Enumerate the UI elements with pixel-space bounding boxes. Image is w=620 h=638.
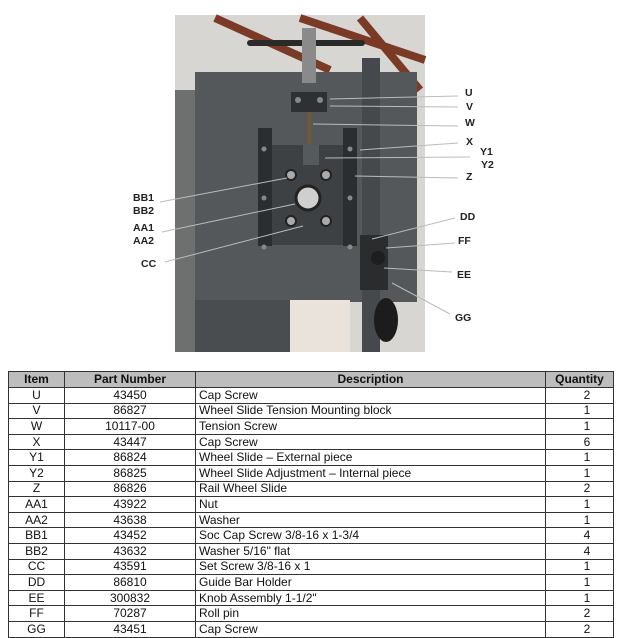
table-row: [9, 497, 614, 513]
cell-part: 300832: [65, 590, 196, 606]
cell-desc: Wheel Slide Adjustment – Internal piece: [196, 465, 546, 481]
cell-desc: Set Screw 3/8-16 x 1: [196, 559, 546, 575]
cell-desc: Soc Cap Screw 3/8-16 x 1-3/4: [196, 528, 546, 544]
cell-part: 86810: [65, 575, 196, 591]
tension-screw: [307, 112, 311, 144]
cell-desc: Washer: [196, 512, 546, 528]
cell-desc: Tension Screw: [196, 419, 546, 435]
table-row: [9, 419, 614, 435]
cell-desc: Wheel Slide – External piece: [196, 450, 546, 466]
cell-part: 86827: [65, 403, 196, 419]
cell-qty: 2: [546, 606, 614, 622]
cell-desc: Rail Wheel Slide: [196, 481, 546, 497]
knob: [374, 298, 398, 342]
cell-item: BB2: [9, 543, 65, 559]
cell-item: BB1: [9, 528, 65, 544]
callout-label: BB2: [133, 205, 155, 217]
cell-item: AA2: [9, 512, 65, 528]
callout-label: U: [465, 87, 473, 99]
cell-qty: 1: [546, 450, 614, 466]
cell-qty: 1: [546, 512, 614, 528]
cell-qty: 2: [546, 621, 614, 637]
cell-part: 86824: [65, 450, 196, 466]
rail-left: [258, 128, 272, 246]
cell-part: 43591: [65, 559, 196, 575]
callout-label: FF: [458, 235, 471, 247]
table-row: [9, 388, 614, 404]
cell-desc: Roll pin: [196, 606, 546, 622]
cell-qty: 1: [546, 590, 614, 606]
callout-label: Z: [466, 171, 473, 183]
table-row: [9, 590, 614, 606]
cell-item: U: [9, 388, 65, 404]
callout-label: Y1: [480, 146, 493, 158]
cell-part: 43638: [65, 512, 196, 528]
cell-qty: 4: [546, 543, 614, 559]
cell-desc: Knob Assembly 1-1/2": [196, 590, 546, 606]
cell-item: V: [9, 403, 65, 419]
header-quantity: Quantity: [546, 372, 614, 388]
cell-qty: 2: [546, 388, 614, 404]
parts-table: [8, 371, 614, 638]
rail-right: [343, 128, 357, 246]
table-row: [9, 528, 614, 544]
cell-desc: Cap Screw: [196, 388, 546, 404]
cell-part: 86826: [65, 481, 196, 497]
cell-item: EE: [9, 590, 65, 606]
header-item: Item: [9, 372, 65, 388]
table-body: [9, 388, 614, 638]
callout-label: AA1: [133, 222, 155, 234]
cell-item: Z: [9, 481, 65, 497]
callout-label: Y2: [481, 159, 494, 171]
cell-part: 43451: [65, 621, 196, 637]
cell-part: 10117-00: [65, 419, 196, 435]
nut: [296, 186, 320, 210]
cell-item: W: [9, 419, 65, 435]
cell-qty: 1: [546, 419, 614, 435]
table-row: [9, 606, 614, 622]
cell-part: 43450: [65, 388, 196, 404]
cell-item: AA1: [9, 497, 65, 513]
cell-desc: Cap Screw: [196, 621, 546, 637]
cell-item: GG: [9, 621, 65, 637]
table-row: [9, 543, 614, 559]
cell-qty: 1: [546, 465, 614, 481]
callout-label: X: [466, 136, 474, 148]
cell-item: X: [9, 434, 65, 450]
callout-label: BB1: [133, 192, 155, 204]
table-row: [9, 450, 614, 466]
cell-desc: Guide Bar Holder: [196, 575, 546, 591]
cell-part: 86825: [65, 465, 196, 481]
table-row: [9, 621, 614, 637]
callout-label: V: [466, 101, 474, 113]
cell-part: 43447: [65, 434, 196, 450]
cell-desc: Wheel Slide Tension Mounting block: [196, 403, 546, 419]
cell-item: FF: [9, 606, 65, 622]
callout-label: DD: [460, 211, 476, 223]
header-part-number: Part Number: [65, 372, 196, 388]
cell-item: Y1: [9, 450, 65, 466]
callout-label: GG: [455, 312, 472, 324]
table-row: [9, 465, 614, 481]
cell-part: 70287: [65, 606, 196, 622]
table-header: [9, 372, 614, 388]
table-row: [9, 559, 614, 575]
header-description: Description: [196, 372, 546, 388]
cell-qty: 1: [546, 497, 614, 513]
callout-label: EE: [457, 269, 472, 281]
cell-qty: 4: [546, 528, 614, 544]
cell-item: DD: [9, 575, 65, 591]
cell-qty: 2: [546, 481, 614, 497]
callout-label: AA2: [133, 235, 155, 247]
cell-desc: Cap Screw: [196, 434, 546, 450]
cell-qty: 6: [546, 434, 614, 450]
callout-label: W: [465, 117, 475, 129]
cell-part: 43922: [65, 497, 196, 513]
cell-desc: Washer 5/16" flat: [196, 543, 546, 559]
cell-part: 43452: [65, 528, 196, 544]
cell-qty: 1: [546, 575, 614, 591]
table-row: [9, 481, 614, 497]
table-row: [9, 434, 614, 450]
cell-qty: 1: [546, 559, 614, 575]
cell-item: CC: [9, 559, 65, 575]
cell-desc: Nut: [196, 497, 546, 513]
table-row: [9, 512, 614, 528]
cell-part: 43632: [65, 543, 196, 559]
table-row: [9, 403, 614, 419]
table-row: [9, 575, 614, 591]
callout-label: CC: [141, 258, 157, 270]
cell-qty: 1: [546, 403, 614, 419]
cell-item: Y2: [9, 465, 65, 481]
